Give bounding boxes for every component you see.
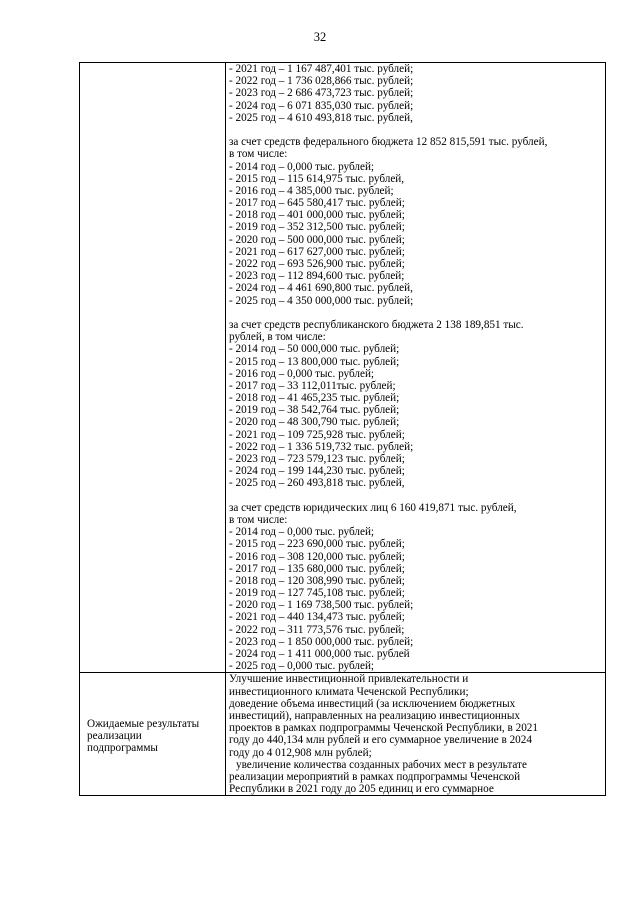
list-item: - 2024 год – 1 411 000,000 тыс. рублей: [229, 648, 410, 660]
list-item: - 2024 год – 6 071 835,030 тыс. рублей;: [229, 99, 414, 112]
list-item: - 2022 год – 1 736 028,866 тыс. рублей;: [229, 75, 414, 88]
result-text-line: Улучшение инвестиционной привлекательности и: [229, 673, 469, 686]
republican-budget-section: [229, 319, 605, 490]
list-item: - 2018 год – 120 308,990 тыс. рублей;: [229, 574, 405, 587]
federal-budget-section: [229, 136, 605, 307]
result-text-line: году до 4 012,908 млн рублей;: [229, 746, 372, 759]
list-item: - 2019 год – 352 312,500 тыс. рублей;: [229, 221, 405, 234]
result-text-line: увеличение количества созданных рабочих мест в результате: [236, 758, 527, 771]
list-item: - 2025 год – 4 610 493,818 тыс. рублей,: [229, 111, 413, 124]
list-item: - 2019 год – 127 745,108 тыс. рублей;: [229, 587, 405, 600]
list-item: - 2024 год – 199 144,230 тыс. рублей;: [229, 465, 405, 478]
list-item: - 2022 год – 311 773,576 тыс. рублей;: [229, 623, 405, 636]
list-item: - 2017 год – 135 680,000 тыс. рублей;: [229, 562, 405, 575]
list-item: - 2025 год – 260 493,818 тыс. рублей,: [229, 477, 405, 490]
list-item: - 2022 год – 1 336 519,732 тыс. рублей;: [229, 440, 414, 453]
page-number: 32: [313, 30, 327, 44]
list-item: - 2021 год – 617 627,000 тыс. рублей;: [229, 245, 405, 258]
list-item: - 2021 год – 109 725,928 тыс. рублей;: [229, 428, 405, 441]
result-text-line: реализации мероприятий в рамках подпрограммы Чеченской: [229, 771, 521, 783]
section-heading: рублей, в том числе:: [229, 331, 326, 344]
row-label: реализации: [87, 729, 142, 742]
list-item: - 2017 год – 33 112,011тыс. рублей;: [229, 379, 396, 392]
list-item: - 2023 год – 723 579,123 тыс. рублей;: [229, 453, 405, 465]
list-item: - 2019 год – 38 542,764 тыс. рублей;: [229, 404, 400, 417]
list-item: - 2018 год – 401 000,000 тыс. рублей;: [229, 209, 405, 222]
list-item: - 2016 год – 0,000 тыс. рублей;: [229, 367, 375, 380]
funding-label-cell: [80, 63, 226, 673]
list-item: - 2023 год – 1 850 000,000 тыс. рублей;: [229, 635, 414, 648]
result-text-line: году до 440,134 млн рублей и его суммарное увеличение в 2024: [229, 734, 532, 747]
list-item: - 2020 год – 500 000,000 тыс. рублей;: [229, 233, 405, 246]
expected-results-label-cell: [80, 673, 226, 796]
result-text-line: инвестиций), направленных на реализацию инвестиционных: [229, 709, 520, 722]
list-item: - 2015 год – 115 614,975 тыс. рублей,: [229, 172, 405, 185]
list-item: - 2025 год – 4 350 000,000 тыс. рублей;: [229, 294, 414, 307]
legal-entities-section: [229, 502, 605, 673]
list-item: - 2015 год – 223 690,000 тыс. рублей;: [229, 538, 405, 551]
funding-details-cell: [226, 63, 606, 673]
row-label: Ожидаемые результаты: [87, 717, 200, 730]
list-item: - 2016 год – 4 385,000 тыс. рублей;: [229, 184, 394, 197]
list-item: - 2024 год – 4 461 690,800 тыс. рублей,: [229, 282, 413, 295]
list-item: - 2017 год – 645 580,417 тыс. рублей;: [229, 197, 405, 210]
subprogram-passport-table: [79, 62, 606, 796]
result-text-line: инвестиционного климата Чеченской Республики;: [229, 685, 469, 698]
list-item: - 2014 год – 0,000 тыс. рублей;: [229, 160, 375, 173]
list-item: - 2020 год – 48 300,790 тыс. рублей;: [229, 416, 400, 429]
result-text-line: доведение объема инвестиций (за исключением бюджетных: [229, 697, 516, 710]
list-item: - 2023 год – 2 686 473,723 тыс. рублей;: [229, 87, 414, 100]
list-item: - 2016 год – 308 120,000 тыс. рублей;: [229, 550, 405, 563]
list-item: - 2025 год – 0,000 тыс. рублей;: [229, 660, 375, 673]
list-item: - 2020 год – 1 169 738,500 тыс. рублей;: [229, 599, 414, 612]
section-heading: в том числе:: [229, 148, 288, 161]
list-item: - 2022 год – 693 526,900 тыс. рублей;: [229, 258, 405, 270]
result-text-line: проектов в рамках подпрограммы Чеченской Республики, в 2021: [229, 722, 538, 735]
list-item: - 2015 год – 13 800,000 тыс. рублей;: [229, 355, 400, 368]
section-heading: за счет средств республиканского бюджета 2 138 189,851 тыс.: [229, 318, 524, 331]
expected-results-row: [80, 673, 606, 796]
list-item: - 2023 год – 112 894,600 тыс. рублей;: [229, 270, 405, 283]
list-item: - 2021 год – 1 167 487,401 тыс. рублей;: [229, 63, 414, 75]
row-label: подпрограммы: [87, 741, 158, 754]
list-item: - 2021 год – 440 134,473 тыс. рублей;: [229, 611, 405, 624]
funding-continuation: [229, 63, 605, 124]
funding-row: [80, 63, 606, 673]
list-item: - 2018 год – 41 465,235 тыс. рублей;: [229, 392, 400, 405]
result-text-line: Республики в 2021 году до 205 единиц и его суммарное: [229, 783, 494, 796]
expected-results-text-cell: [226, 673, 606, 796]
section-heading: за счет средств федерального бюджета 12 852 815,591 тыс. рублей,: [229, 136, 548, 149]
list-item: - 2014 год – 50 000,000 тыс. рублей;: [229, 343, 400, 356]
list-item: - 2014 год – 0,000 тыс. рублей;: [229, 526, 375, 539]
section-heading: за счет средств юридических лиц 6 160 419,871 тыс. рублей,: [229, 501, 517, 514]
section-heading: в том числе:: [229, 513, 288, 526]
